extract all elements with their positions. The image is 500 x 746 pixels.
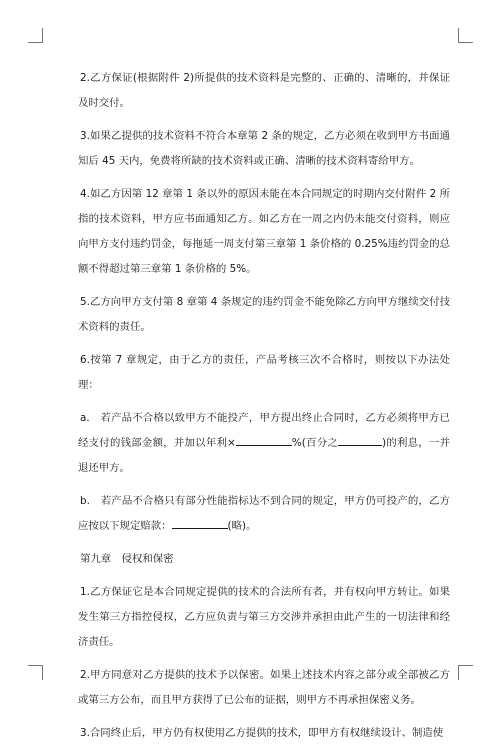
- clause-6b-text-start: b. 若产品不合格只有部分性能指标达不到合同的规定，甲方仍可投产的，乙方应按以下规定赔款：: [78, 495, 450, 532]
- clause-6a: [78, 406, 450, 481]
- document-body: [78, 66, 450, 746]
- blank-compensation: [172, 517, 228, 529]
- clause-6b-text-end: (略)。: [227, 520, 257, 532]
- clause-6a-text-mid: %(百分之: [291, 437, 339, 449]
- chapter-9-clause-3: 3.合同终止后，甲方仍有权使用乙方提供的技术，即甲方有权继续设计、制造使: [80, 727, 444, 739]
- clause-5: 5.乙方向甲方支付第 8 章第 4 条规定的违约罚金不能免除乙方向甲方继续交付技术资料的责任。: [78, 296, 450, 333]
- chapter-9-clause-1: 1.乙方保证它是本合同规定提供的技术的合法所有者，并有权向甲方转让。如果发生第三方指控侵权，乙方应负责与第三方交涉并承担由此产生的一切法律和经济责任。: [78, 586, 450, 648]
- chapter-9-heading: 第九章 侵权和保密: [80, 553, 174, 565]
- clause-6a-text-start: a. 若产品不合格以致甲方不能投产，甲方提出终止合同时，乙方必须将甲方已经支付的钱部金额，并加以年利×: [78, 412, 450, 449]
- blank-percent-words: [338, 434, 382, 446]
- clause-6a-text-end: )的利息，一并退还甲方。: [78, 437, 450, 474]
- crop-mark-top-right: [458, 28, 473, 43]
- clause-3: 3.如果乙提供的技术资料不符合本章第 2 条的规定，乙方必须在收到甲方书面通知后 45 天内，免费将所缺的技术资料或正确、清晰的技术资料寄给甲方。: [78, 130, 450, 167]
- blank-interest-rate: [236, 434, 292, 446]
- crop-mark-top-left: [28, 28, 43, 43]
- crop-mark-bottom-left: [28, 665, 43, 680]
- clause-6: 6.按第 7 章规定，由于乙方的责任，产品考核三次不合格时，则按以下办法处理：: [78, 354, 450, 391]
- crop-mark-bottom-right: [458, 665, 473, 680]
- chapter-9-clause-2: 2.甲方同意对乙方提供的技术予以保密。如果上述技术内容之部分或全部被乙方或第三方公布，而且甲方获得了已公布的证据，则甲方不再承担保密义务。: [78, 669, 450, 706]
- clause-6b: [78, 489, 450, 539]
- clause-4: 4.如乙方因第 12 章第 1 条以外的原因未能在本合同规定的时期内交付附件 2 所指的技术资料，甲方应书面通知乙方。如乙方在一周之内仍未能交付资料，则应向甲方支付违约罚金，每拖延一周支付第三章第 1 条价格的 0.25%违约罚金的总额不得超过第三章第 1 条价格的 5%。: [78, 188, 450, 275]
- clause-2: 2.乙方保证(根据附件 2)所提供的技术资料是完整的、正确的、清晰的，并保证及时交付。: [78, 72, 450, 109]
